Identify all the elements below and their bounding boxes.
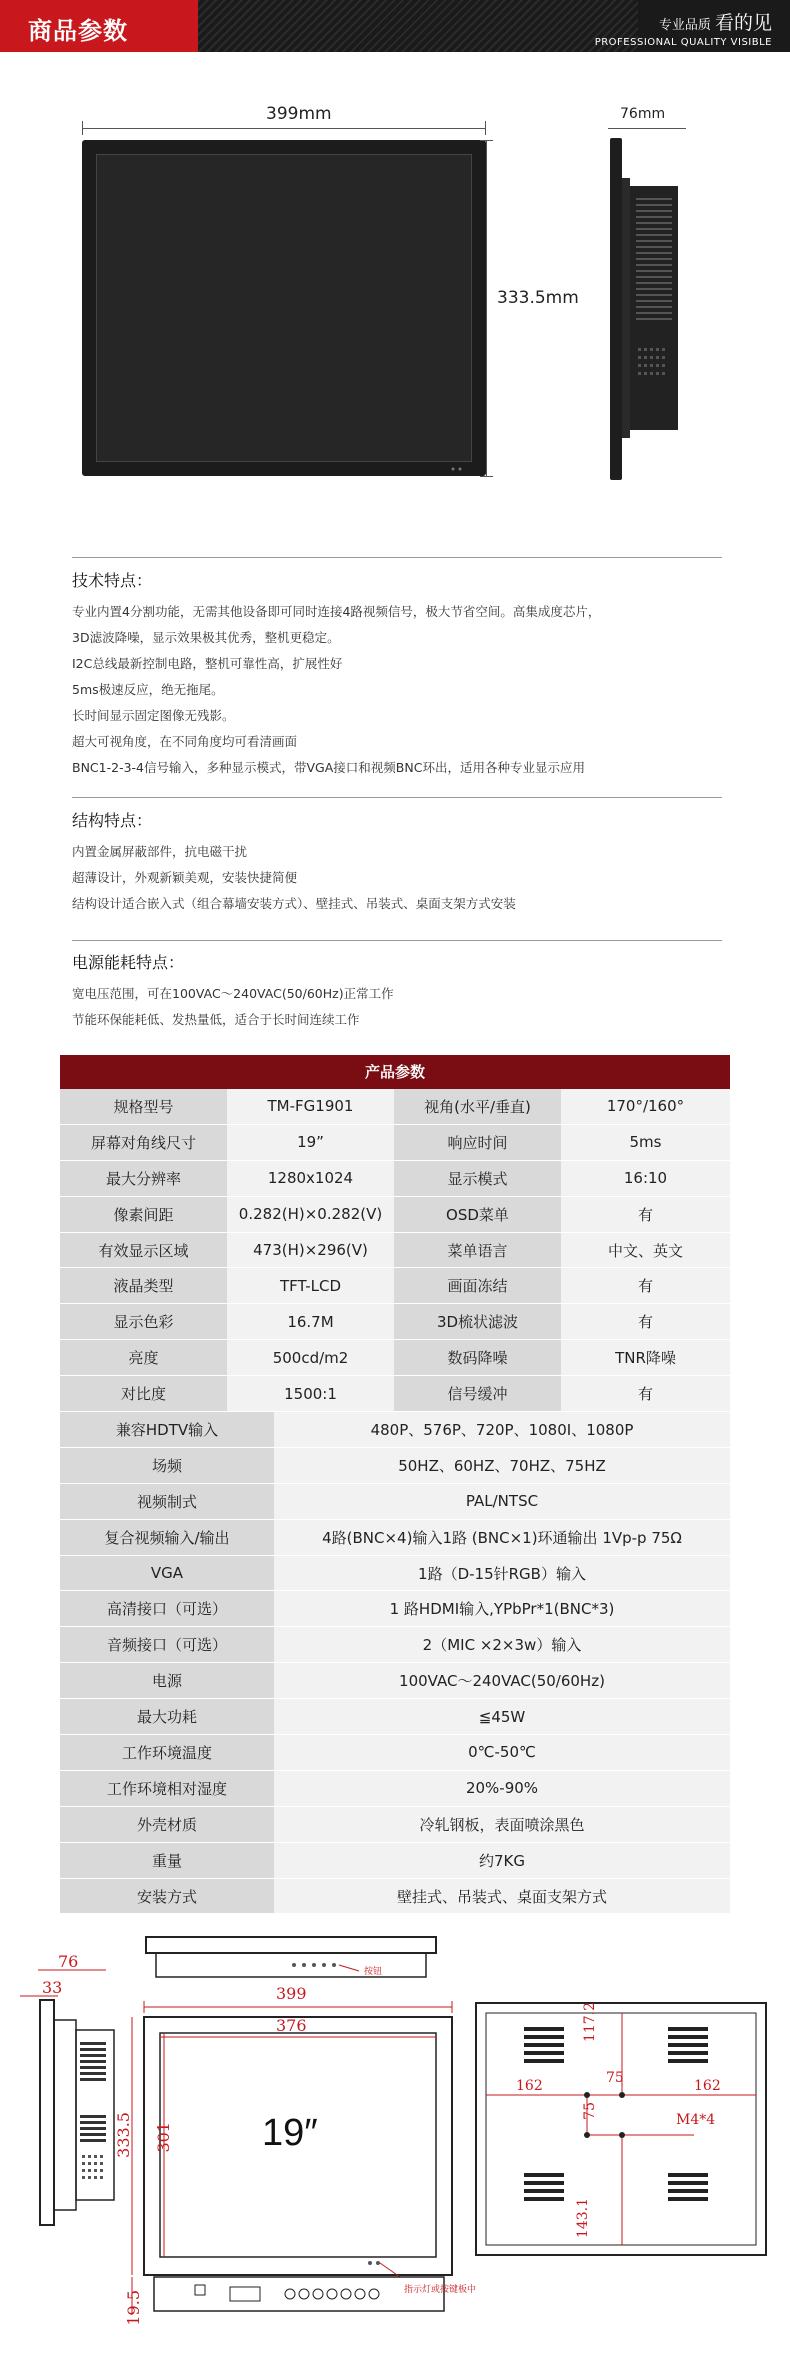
spec-label: 信号缓冲 xyxy=(394,1376,561,1411)
depth-dim-label: 76mm xyxy=(620,106,666,122)
dim-75b: 75 xyxy=(582,2102,598,2120)
spec-value: 480P、576P、720P、1080I、1080P xyxy=(274,1412,730,1447)
header-stripes xyxy=(198,0,638,52)
spec-label: 3D梳状滤波 xyxy=(394,1304,561,1339)
tech-features-title: 技术特点： xyxy=(72,571,153,590)
spec-label: 对比度 xyxy=(60,1376,227,1411)
header-bar xyxy=(0,0,790,52)
spec-label: VGA xyxy=(60,1556,274,1591)
tech-features-section xyxy=(72,568,722,781)
spec-row xyxy=(60,1699,730,1735)
feature-line: 内置金属屏蔽部件，抗电磁干扰 xyxy=(72,844,248,859)
spec-value: 冷轧钢板，表面喷涂黑色 xyxy=(274,1807,730,1842)
divider xyxy=(72,557,722,558)
slogan-en: PROFESSIONAL QUALITY VISIBLE xyxy=(594,37,772,48)
monitor-front-image xyxy=(82,140,486,476)
dim-376: 376 xyxy=(276,2016,307,2035)
depth-dim-line xyxy=(608,128,686,129)
indicator-dots-icon xyxy=(450,467,464,471)
spec-value: 中文、英文 xyxy=(561,1233,730,1268)
spec-value: 约7KG xyxy=(274,1843,730,1878)
spec-label: 高清接口（可选） xyxy=(60,1591,274,1626)
spec-row xyxy=(60,1591,730,1627)
structure-features-section xyxy=(72,808,722,917)
width-dim-label: 399mm xyxy=(266,104,332,124)
spec-value: PAL/NTSC xyxy=(274,1484,730,1519)
size-label: 19″ xyxy=(262,2112,318,2154)
spec-value: 500cd/m2 xyxy=(227,1340,394,1375)
front-technical-drawing xyxy=(100,1995,470,2320)
spec-label: 安装方式 xyxy=(60,1879,274,1914)
spec-label: 像素间距 xyxy=(60,1197,227,1232)
spec-row xyxy=(60,1448,730,1484)
spec-label: 液晶类型 xyxy=(60,1268,227,1303)
divider xyxy=(72,940,722,941)
dim-117: 117.2 xyxy=(582,2002,598,2043)
spec-row xyxy=(60,1735,730,1771)
back-technical-drawing xyxy=(472,1995,772,2270)
spec-row xyxy=(60,1879,730,1915)
feature-line: 3D滤波降噪，显示效果极其优秀，整机更稳定。 xyxy=(72,630,340,645)
dim-162a: 162 xyxy=(516,2078,543,2094)
height-dim-label: 333.5mm xyxy=(497,288,579,308)
spec-value: ≦45W xyxy=(274,1699,730,1734)
spec-value: 有 xyxy=(561,1268,730,1303)
spec-row xyxy=(60,1233,730,1269)
spec-row xyxy=(60,1376,730,1412)
dim-162b: 162 xyxy=(694,2078,721,2094)
spec-row xyxy=(60,1161,730,1197)
spec-value: 100VAC～240VAC(50/60Hz) xyxy=(274,1663,730,1698)
structure-features-title: 结构特点： xyxy=(72,811,153,830)
spec-row xyxy=(60,1556,730,1592)
power-features-title: 电源能耗特点： xyxy=(72,953,185,972)
spec-label: 最大分辨率 xyxy=(60,1161,227,1196)
spec-label: 视角(水平/垂直) xyxy=(394,1089,561,1124)
monitor-side-image xyxy=(606,138,686,480)
spec-value: 473(H)×296(V) xyxy=(227,1233,394,1268)
note-bottom: 指示灯或按键板中 xyxy=(404,2285,477,2295)
spec-row xyxy=(60,1771,730,1807)
slogan-small: 专业品质 xyxy=(658,18,711,33)
spec-label: 数码降噪 xyxy=(394,1340,561,1375)
spec-value: TFT-LCD xyxy=(227,1268,394,1303)
spec-row xyxy=(60,1340,730,1376)
spec-value: 0.282(H)×0.282(V) xyxy=(227,1197,394,1232)
spec-value: 4路(BNC×4)输入1路 (BNC×1)环通输出 1Vp-p 75Ω xyxy=(274,1520,730,1555)
spec-label: 视频制式 xyxy=(60,1484,274,1519)
spec-value: TNR降噪 xyxy=(561,1340,730,1375)
m4-label: M4*4 xyxy=(676,2112,716,2128)
spec-value: 壁挂式、吊装式、桌面支架方式 xyxy=(274,1879,730,1914)
spec-value: 1 路HDMI输入,YPbPr*1(BNC*3) xyxy=(274,1591,730,1626)
spec-value: 5ms xyxy=(561,1125,730,1160)
spec-value: 50HZ、60HZ、70HZ、75HZ xyxy=(274,1448,730,1483)
spec-label: 兼容HDTV输入 xyxy=(60,1412,274,1447)
section-title: 商品参数 xyxy=(28,17,128,45)
spec-value: 有 xyxy=(561,1376,730,1411)
feature-line: 超薄设计，外观新颖美观，安装快捷简便 xyxy=(72,870,298,885)
spec-label: 规格型号 xyxy=(60,1089,227,1124)
spec-row xyxy=(60,1627,730,1663)
spec-row xyxy=(60,1268,730,1304)
spec-label: 响应时间 xyxy=(394,1125,561,1160)
feature-line: 5ms极速反应，绝无拖尾。 xyxy=(72,682,224,697)
dim-75a: 75 xyxy=(606,2070,624,2086)
spec-label: 亮度 xyxy=(60,1340,227,1375)
note-top: 按钮 xyxy=(364,1967,383,1977)
spec-value: 有 xyxy=(561,1304,730,1339)
dim-76: 76 xyxy=(58,1952,79,1971)
spec-row xyxy=(60,1843,730,1879)
spec-row xyxy=(60,1125,730,1161)
width-dim-line xyxy=(82,128,486,129)
dim-143: 143.1 xyxy=(575,2198,591,2239)
spec-row xyxy=(60,1663,730,1699)
slogan-big: 看的见 xyxy=(714,12,772,34)
spec-label: OSD菜单 xyxy=(394,1197,561,1232)
dim-19: 19.5 xyxy=(124,2290,143,2326)
spec-value: 0℃-50℃ xyxy=(274,1735,730,1770)
spec-value: 170°/160° xyxy=(561,1089,730,1124)
spec-label: 有效显示区域 xyxy=(60,1233,227,1268)
spec-value: 1500:1 xyxy=(227,1376,394,1411)
spec-label: 画面冻结 xyxy=(394,1268,561,1303)
spec-value: 有 xyxy=(561,1197,730,1232)
dim-301: 301 xyxy=(154,2122,173,2153)
height-dim-tick xyxy=(480,476,493,477)
spec-row xyxy=(60,1304,730,1340)
spec-label: 场频 xyxy=(60,1448,274,1483)
spec-row xyxy=(60,1197,730,1233)
spec-value: 1280x1024 xyxy=(227,1161,394,1196)
width-dim-tick xyxy=(82,121,83,135)
spec-row xyxy=(60,1484,730,1520)
height-dim-tick xyxy=(480,140,493,141)
spec-value: 16.7M xyxy=(227,1304,394,1339)
spec-label: 复合视频输入/输出 xyxy=(60,1520,274,1555)
spec-label: 最大功耗 xyxy=(60,1699,274,1734)
dim-333: 333.5 xyxy=(114,2112,133,2158)
spec-value: 16:10 xyxy=(561,1161,730,1196)
spec-label: 显示色彩 xyxy=(60,1304,227,1339)
width-dim-tick xyxy=(485,121,486,135)
spec-label: 音频接口（可选） xyxy=(60,1627,274,1662)
spec-value: 20%-90% xyxy=(274,1771,730,1806)
spec-label: 显示模式 xyxy=(394,1161,561,1196)
feature-line: I2C总线最新控制电路，整机可靠性高，扩展性好 xyxy=(72,656,343,671)
spec-row xyxy=(60,1520,730,1556)
height-dim-line xyxy=(486,140,487,476)
spec-value: TM-FG1901 xyxy=(227,1089,394,1124)
feature-line: 节能环保能耗低、发热量低，适合于长时间连续工作 xyxy=(72,1012,360,1027)
spec-table xyxy=(60,1055,730,1914)
feature-line: 长时间显示固定图像无残影。 xyxy=(72,708,235,723)
feature-line: 宽电压范围，可在100VAC～240VAC(50/60Hz)正常工作 xyxy=(72,986,394,1001)
feature-line: BNC1-2-3-4信号输入，多种显示模式，带VGA接口和视频BNC环出，适用各种专业显示应用 xyxy=(72,760,585,775)
dim-399: 399 xyxy=(276,1984,307,2003)
spec-label: 屏幕对角线尺寸 xyxy=(60,1125,227,1160)
monitor-screen xyxy=(96,154,472,462)
spec-row xyxy=(60,1412,730,1448)
spec-label: 工作环境相对湿度 xyxy=(60,1771,274,1806)
feature-line: 专业内置4分割功能，无需其他设备即可同时连接4路视频信号，极大节省空间。高集成度芯片， xyxy=(72,604,601,619)
divider xyxy=(72,797,722,798)
spec-value: 2（MIC ×2×3w）输入 xyxy=(274,1627,730,1662)
dim-33: 33 xyxy=(42,1978,63,1997)
feature-line: 超大可视角度，在不同角度均可看清画面 xyxy=(72,734,298,749)
spec-value: 1路（D-15针RGB）输入 xyxy=(274,1556,730,1591)
spec-label: 工作环境温度 xyxy=(60,1735,274,1770)
spec-value: 19” xyxy=(227,1125,394,1160)
spec-label: 电源 xyxy=(60,1663,274,1698)
spec-row xyxy=(60,1089,730,1125)
spec-label: 重量 xyxy=(60,1843,274,1878)
power-features-section xyxy=(72,950,722,1033)
spec-label: 外壳材质 xyxy=(60,1807,274,1842)
spec-label: 菜单语言 xyxy=(394,1233,561,1268)
feature-line: 结构设计适合嵌入式（组合幕墙安装方式）、壁挂式、吊装式、桌面支架方式安装 xyxy=(72,896,516,911)
header-slogan xyxy=(595,8,772,48)
spec-table-title: 产品参数 xyxy=(60,1055,730,1089)
spec-row xyxy=(60,1807,730,1843)
